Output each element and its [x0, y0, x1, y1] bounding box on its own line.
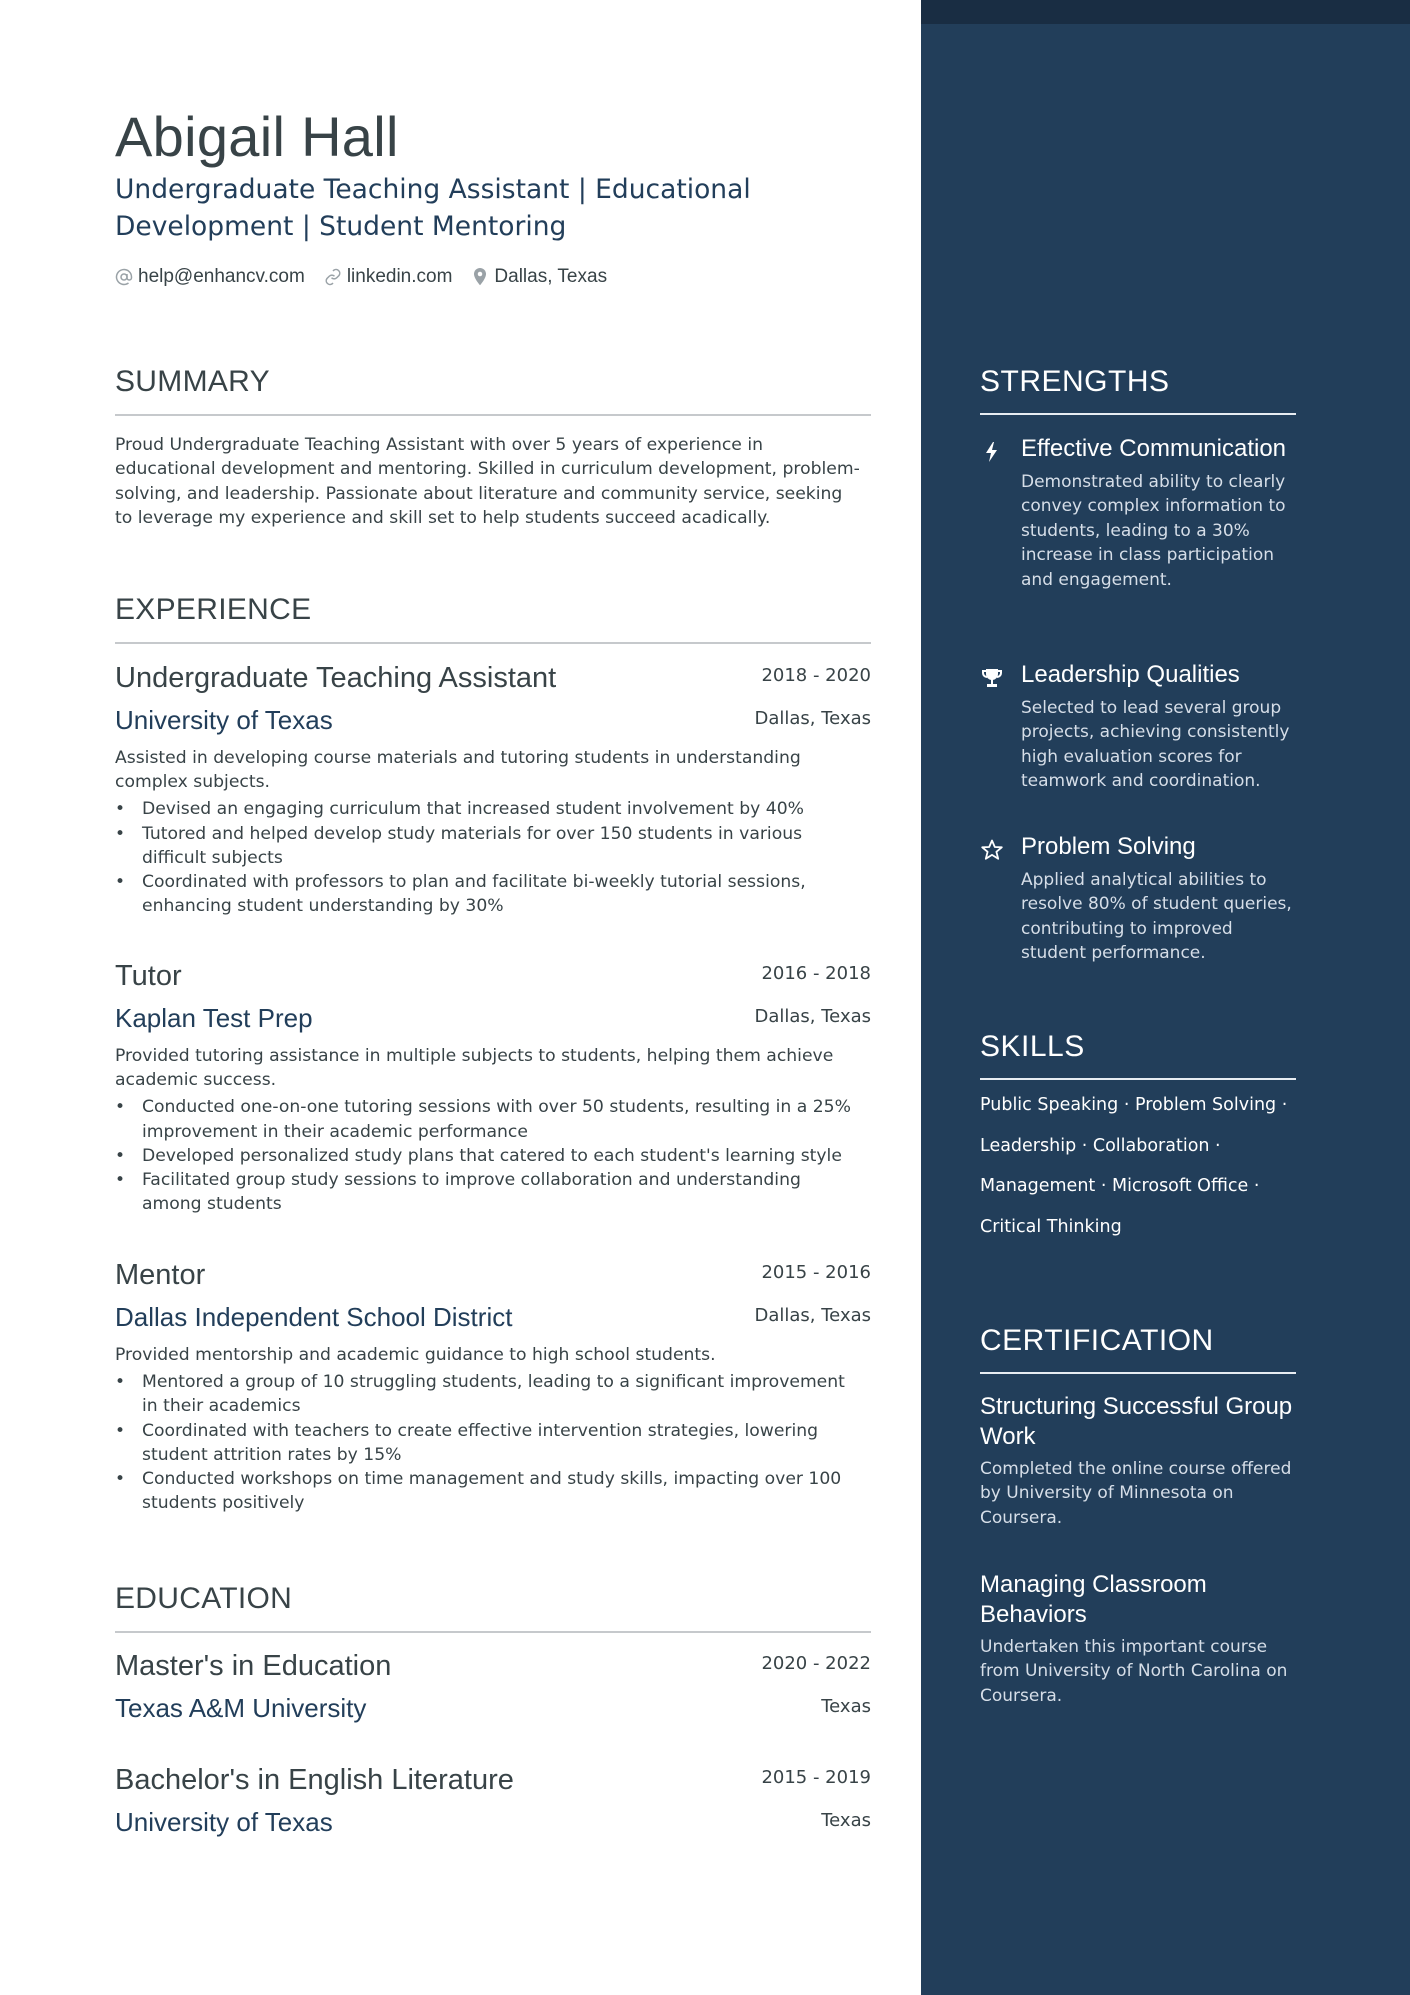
email-text: help@enhancv.com: [138, 266, 305, 287]
certification-item: [980, 1570, 1296, 1708]
job-location: Dallas, Texas: [754, 708, 871, 729]
summary-heading: SUMMARY: [115, 364, 871, 416]
education-location: Texas: [821, 1696, 871, 1717]
job-bullet: • Coordinated with teachers to create effective intervention strategies, lowering student attrition rates by 15%: [115, 1419, 865, 1467]
company-name: Kaplan Test Prep: [115, 1003, 313, 1033]
job-dates: 2016 - 2018: [761, 963, 871, 984]
job-bullet: • Coordinated with professors to plan and facilitate bi-weekly tutorial sessions, enhancing student understanding by 30%: [115, 870, 865, 918]
trophy-icon: [980, 666, 1004, 690]
job-location: Dallas, Texas: [754, 1305, 871, 1326]
education-dates: 2020 - 2022: [761, 1653, 871, 1674]
experience-entry: [115, 1257, 871, 1515]
job-bullet: • Conducted workshops on time management and study skills, impacting over 100 students positively: [115, 1467, 865, 1515]
certification-title: Managing Classroom Behaviors: [980, 1571, 1207, 1628]
strength-item: [980, 660, 1296, 794]
strength-title: Effective Communication: [1021, 435, 1287, 462]
job-bullets: [115, 1095, 865, 1216]
contact-location: [471, 266, 607, 288]
job-bullets: [115, 797, 865, 918]
experience-entry: [115, 958, 871, 1216]
job-description: Provided mentorship and academic guidance to high school students.: [115, 1345, 716, 1365]
sidebar-top-bar: [921, 0, 1410, 24]
education-entry: [115, 1648, 871, 1725]
experience-entry: [115, 660, 871, 918]
job-description: Provided tutoring assistance in multiple subjects to students, helping them achieve academic success.: [115, 1046, 834, 1091]
job-description: Assisted in developing course materials and tutoring students in understanding complex subjects.: [115, 748, 801, 793]
job-dates: 2018 - 2020: [761, 665, 871, 686]
job-location: Dallas, Texas: [754, 1006, 871, 1027]
job-dates: 2015 - 2016: [761, 1262, 871, 1283]
job-bullet: • Tutored and helped develop study materials for over 150 students in various difficult subjects: [115, 822, 865, 870]
company-name: University of Texas: [115, 705, 333, 735]
strength-description: Demonstrated ability to clearly convey complex information to students, leading to a 30% increase in class participation and engagement.: [1021, 472, 1286, 590]
job-bullet: • Conducted one-on-one tutoring sessions with over 50 students, resulting in a 25% improvement in their academic performance: [115, 1095, 865, 1143]
certification-title: Structuring Successful Group Work: [980, 1393, 1293, 1450]
location-text: Dallas, Texas: [494, 266, 608, 287]
contact-linkedin[interactable]: [324, 266, 453, 288]
degree-title: Master's in Education: [115, 1650, 392, 1682]
headline: Undergraduate Teaching Assistant | Educational Development | Student Mentoring: [115, 174, 751, 242]
degree-title: Bachelor's in English Literature: [115, 1764, 514, 1796]
job-bullet: • Devised an engaging curriculum that increased student involvement by 40%: [115, 797, 865, 821]
company-name: Dallas Independent School District: [115, 1302, 513, 1332]
strength-description: Selected to lead several group projects, achieving consistently high evaluation scores for teamwork and coordination.: [1021, 698, 1290, 792]
candidate-name: Abigail Hall: [115, 105, 399, 168]
school-name: Texas A&M University: [115, 1693, 367, 1723]
strength-item: [980, 832, 1296, 966]
certification-item: [980, 1392, 1296, 1530]
strength-item: [980, 434, 1296, 592]
job-title: Mentor: [115, 1259, 206, 1291]
skills-list: [980, 1093, 1310, 1255]
education-dates: 2015 - 2019: [761, 1767, 871, 1788]
link-icon: [324, 268, 342, 286]
star-icon: [980, 838, 1004, 862]
strength-title: Problem Solving: [1021, 833, 1196, 860]
strength-description: Applied analytical abilities to resolve 80% of student queries, contributing to improved student performance.: [1021, 870, 1292, 964]
certification-description: Completed the online course offered by University of Minnesota on Coursera.: [980, 1459, 1292, 1528]
sidebar: [921, 0, 1410, 1995]
summary-text: Proud Undergraduate Teaching Assistant with over 5 years of experience in educational development and mentoring. Skilled in curriculum development, problem-solving, and leadership. Passionate about literature and community service, seeking to leverage my experience and skill set to help students succeed acadically.: [115, 435, 860, 529]
job-bullet: • Facilitated group study sessions to improve collaboration and understanding among students: [115, 1168, 865, 1216]
education-heading: EDUCATION: [115, 1581, 871, 1633]
certification-heading: CERTIFICATION: [980, 1323, 1296, 1374]
location-pin-icon: [471, 267, 489, 287]
education-entry: [115, 1762, 871, 1839]
linkedin-text: linkedin.com: [346, 266, 453, 287]
job-bullets: [115, 1370, 865, 1515]
lightning-icon: [980, 440, 1004, 464]
strengths-heading: STRENGTHS: [980, 364, 1296, 415]
experience-heading: EXPERIENCE: [115, 592, 871, 644]
certification-description: Undertaken this important course from University of North Carolina on Coursera.: [980, 1637, 1288, 1706]
contact-row: [115, 264, 626, 290]
job-title: Tutor: [115, 960, 182, 992]
at-sign-icon: [115, 268, 133, 286]
school-name: University of Texas: [115, 1807, 333, 1837]
skills-line: Leadership · Collaboration ·: [980, 1135, 1221, 1156]
skills-heading: SKILLS: [980, 1029, 1296, 1080]
skills-line: Critical Thinking: [980, 1216, 1122, 1237]
contact-email[interactable]: [115, 266, 305, 288]
skills-line: Public Speaking · Problem Solving ·: [980, 1095, 1288, 1115]
education-location: Texas: [821, 1810, 871, 1831]
job-bullet: • Developed personalized study plans that catered to each student's learning style: [115, 1144, 865, 1168]
strength-title: Leadership Qualities: [1021, 661, 1240, 688]
skills-line: Management · Microsoft Office ·: [980, 1176, 1260, 1196]
job-bullet: • Mentored a group of 10 struggling students, leading to a significant improvement in their academics: [115, 1370, 865, 1418]
job-title: Undergraduate Teaching Assistant: [115, 662, 557, 694]
